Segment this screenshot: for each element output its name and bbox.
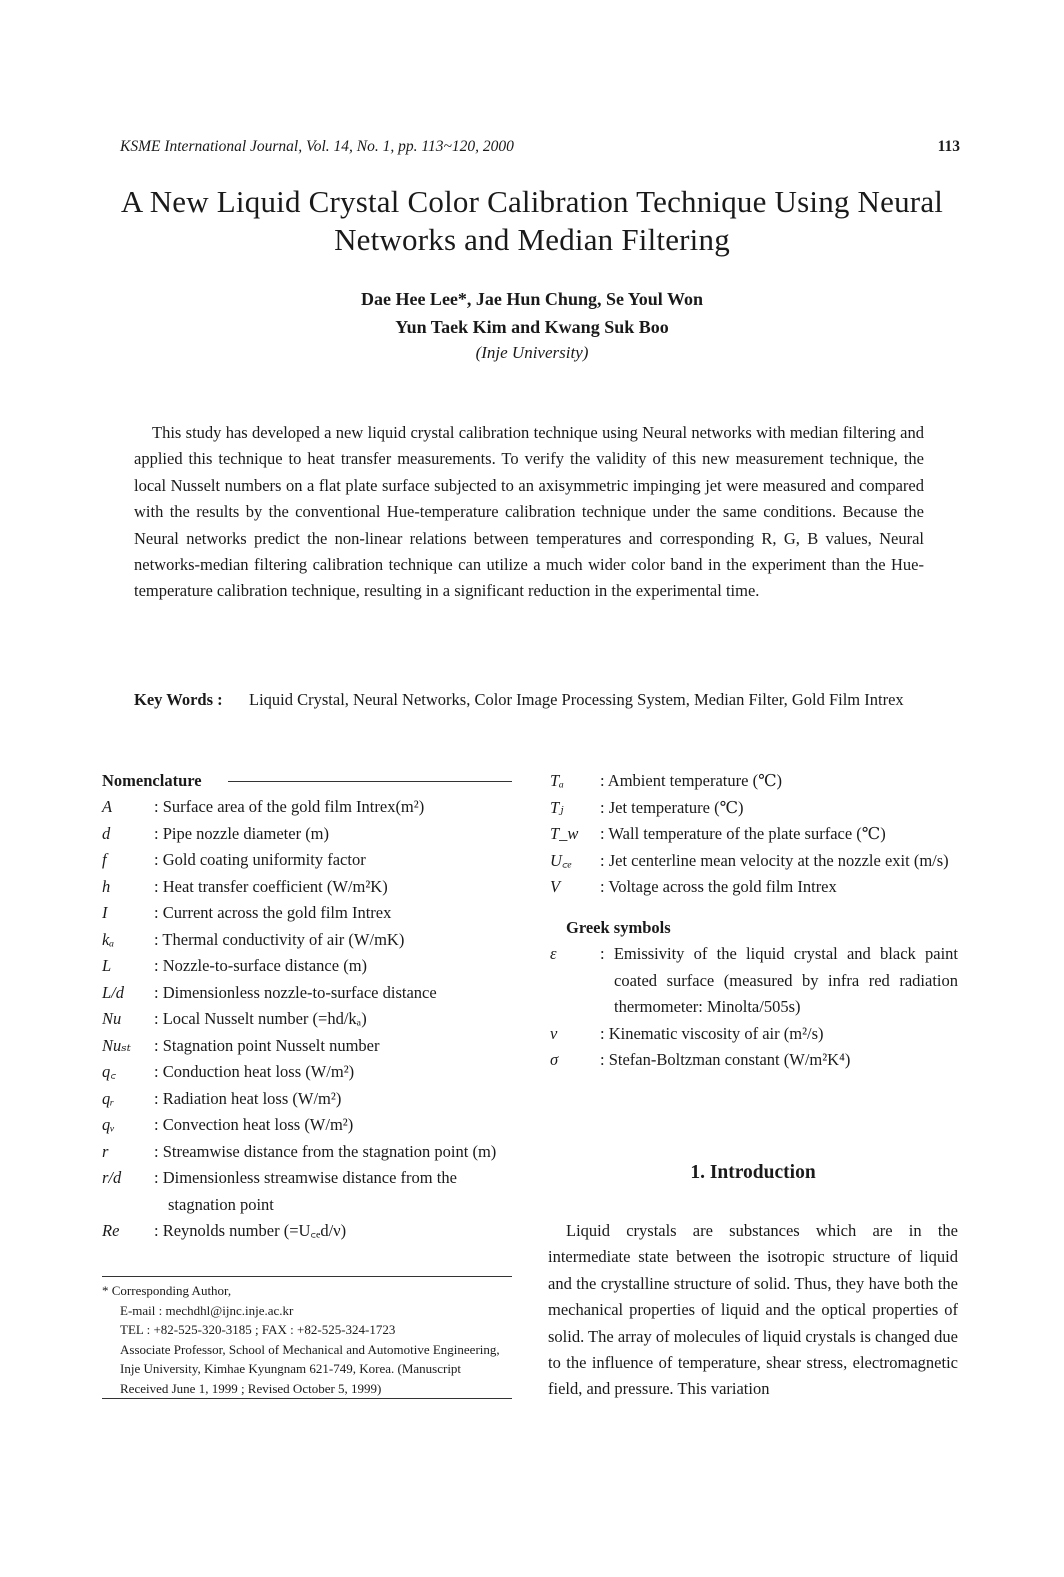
nomenclature-symbol: q꜀ xyxy=(102,1062,116,1081)
nomenclature-row xyxy=(102,1086,512,1113)
symbol-row xyxy=(548,821,958,848)
nomenclature-row xyxy=(102,900,512,927)
greek-symbol-definition: : Kinematic viscosity of air (m²/s) xyxy=(600,1023,824,1043)
heading-rule xyxy=(228,781,512,782)
nomenclature-definition: : Convection heat loss (W/m²) xyxy=(154,1115,354,1134)
nomenclature-heading: Nomenclature xyxy=(102,771,202,790)
abstract: This study has developed a new liquid crystal calibration technique using Neural networks with median filtering and applied this technique to heat transfer measurements. To verify the validity of this new measurement technique, the local Nusselt numbers on a flat plate surface subjected to an axisymmetric impinging jet were measured and compared with the results by the conventional Hue-temperature calibration technique under the same conditions. Because the Neural networks predict the non-linear relations between temperatures and corresponding R, G, B values, Neural networks-median filtering calibration technique can utilize a much wider color band in the experiment than the Hue-temperature calibration technique, resulting in a significant reduction in the experimental time. xyxy=(134,423,924,601)
nomenclature-symbol: I xyxy=(102,903,108,922)
greek-symbol-row xyxy=(548,1047,958,1074)
introduction-text: Liquid crystals are substances which are in the intermediate state between the isotropic structure of liquid and the crystalline structure of solid. Thus, they have both the mechanical properties of liquid and the optical properties of solid. The array of molecules of liquid crystals is changed due to the influence of temperature, shear stress, electromagnetic field, and pressure. This variation xyxy=(548,1221,958,1399)
symbol-definition: : Wall temperature of the plate surface (℃) xyxy=(600,824,886,843)
nomenclature-symbol: Nu xyxy=(102,1009,122,1028)
symbol-symbol: U꜀ₑ xyxy=(550,850,572,870)
nomenclature-row xyxy=(102,980,512,1007)
keywords-text: Liquid Crystal, Neural Networks, Color Image Processing System, Median Filter, Gold Film Intrex xyxy=(249,690,904,709)
greek-symbol-symbol: ε xyxy=(550,944,557,963)
nomenclature-row xyxy=(102,821,512,848)
nomenclature-row xyxy=(102,1218,512,1245)
paper-title: A New Liquid Crystal Color Calibration Technique Using Neural Networks and Median Filtering xyxy=(120,184,944,257)
author-list xyxy=(200,285,864,341)
nomenclature-symbol: Re xyxy=(102,1221,120,1240)
symbol-row xyxy=(548,874,958,901)
greek-symbol-row xyxy=(548,1021,958,1048)
nomenclature-definition: : Dimensionless nozzle-to-surface distance xyxy=(154,982,437,1002)
symbol-symbol: Tₐ xyxy=(550,771,565,790)
symbol-definition: : Jet centerline mean velocity at the nozzle exit (m/s) xyxy=(600,850,949,870)
nomenclature-row xyxy=(102,794,512,821)
nomenclature-row xyxy=(102,927,512,954)
symbol-definition: : Ambient temperature (℃) xyxy=(600,771,783,790)
affiliation: (Inje University) xyxy=(475,343,589,362)
nomenclature-definition: : Local Nusselt number (=hd/kₐ) xyxy=(154,1009,367,1028)
nomenclature-row xyxy=(102,1006,512,1033)
symbol-row xyxy=(548,795,958,822)
nomenclature-symbol: A xyxy=(102,797,113,816)
footnote-email: E-mail : mechdhl@ijnc.inje.ac.kr xyxy=(120,1302,294,1318)
nomenclature-definition: : Thermal conductivity of air (W/mK) xyxy=(154,929,405,949)
greek-symbol-symbol: ν xyxy=(550,1023,558,1043)
nomenclature-definition: : Nozzle-to-surface distance (m) xyxy=(154,956,368,975)
nomenclature-definition: : Reynolds number (=U꜀ₑd/ν) xyxy=(154,1221,347,1240)
greek-symbol-definition: : Emissivity of the liquid crystal and black paint coated surface (measured by infra red radiation thermometer: Minolta/505s) xyxy=(600,944,958,1016)
nomenclature-symbol: r xyxy=(102,1141,109,1161)
greek-symbol-row xyxy=(548,941,958,1021)
nomenclature-definition: : Streamwise distance from the stagnation point (m) xyxy=(154,1141,497,1161)
symbol-list-continued xyxy=(548,768,958,901)
nomenclature-symbol: qᵥ xyxy=(102,1115,115,1134)
nomenclature-definition: : Pipe nozzle diameter (m) xyxy=(154,823,330,843)
nomenclature-symbol: r/d xyxy=(102,1168,122,1187)
nomenclature-symbol: L xyxy=(102,956,112,975)
symbol-symbol: Tⱼ xyxy=(550,797,564,817)
nomenclature-heading-row xyxy=(102,768,512,794)
journal-citation: KSME International Journal, Vol. 14, No. 1, pp. 113~120, 2000 xyxy=(120,138,514,155)
nomenclature-symbol: d xyxy=(102,823,111,843)
nomenclature-definition: : Current across the gold film Intrex xyxy=(154,903,392,922)
symbol-definition: : Jet temperature (℃) xyxy=(600,797,744,817)
nomenclature-definition: : Conduction heat loss (W/m²) xyxy=(154,1062,355,1081)
nomenclature-row xyxy=(102,847,512,874)
nomenclature-list xyxy=(102,794,512,1245)
footnote-address: Associate Professor, School of Mechanical and Automotive Engineering, Inje University, Kimhae Kyungnam 621-749, Korea. (Manuscript Received June 1, 1999 ; Revised October 5, 1999) xyxy=(102,1340,512,1400)
authors-line-2: Yun Taek Kim and Kwang Suk Boo xyxy=(395,317,669,337)
introduction-heading: 1. Introduction xyxy=(690,1162,816,1183)
nomenclature-definition: : Stagnation point Nusselt number xyxy=(154,1035,380,1055)
nomenclature-definition: : Heat transfer coefficient (W/m²K) xyxy=(154,876,388,896)
nomenclature-symbol: h xyxy=(102,876,111,896)
greek-symbol-definition: : Stefan-Boltzman constant (W/m²K⁴) xyxy=(600,1050,851,1069)
symbol-row xyxy=(548,848,958,875)
authors-line-1: Dae Hee Lee*, Jae Hun Chung, Se Youl Won xyxy=(360,289,704,309)
nomenclature-definition: : Gold coating uniformity factor xyxy=(154,850,366,869)
running-header xyxy=(120,138,960,162)
right-column-symbols xyxy=(548,768,958,1074)
nomenclature-symbol: qᵣ xyxy=(102,1088,115,1108)
page-number: 113 xyxy=(937,138,960,155)
nomenclature-symbol: Nuₛₜ xyxy=(102,1035,131,1055)
nomenclature-definition: : Dimensionless streamwise distance from the stagnation point xyxy=(154,1168,457,1214)
greek-symbol-list xyxy=(548,941,958,1074)
nomenclature-row xyxy=(102,1139,512,1166)
symbol-row xyxy=(548,768,958,795)
symbol-symbol: T_w xyxy=(550,824,579,843)
nomenclature-definition: : Surface area of the gold film Intrex(m²) xyxy=(154,797,425,816)
nomenclature-row xyxy=(102,874,512,901)
nomenclature-symbol: kₐ xyxy=(102,929,115,949)
footnote-tel: TEL : +82-525-320-3185 ; FAX : +82-525-324-1723 xyxy=(120,1322,396,1337)
greek-symbol-symbol: σ xyxy=(550,1050,559,1069)
nomenclature-symbol: L/d xyxy=(102,982,125,1002)
nomenclature-row xyxy=(102,1033,512,1060)
nomenclature-row xyxy=(102,1112,512,1139)
greek-symbols-heading: Greek symbols xyxy=(566,917,671,937)
symbol-symbol: V xyxy=(550,877,561,896)
author-footnote xyxy=(102,1276,512,1399)
nomenclature-definition: : Radiation heat loss (W/m²) xyxy=(154,1088,342,1108)
keywords-label: Key Words : xyxy=(134,690,223,709)
nomenclature-row xyxy=(102,1059,512,1086)
footnote-corresponding: * Corresponding Author, xyxy=(102,1283,232,1298)
nomenclature-symbol: f xyxy=(102,850,107,869)
nomenclature-row xyxy=(102,953,512,980)
symbol-definition: : Voltage across the gold film Intrex xyxy=(600,877,837,896)
nomenclature-section xyxy=(102,768,512,1245)
nomenclature-row xyxy=(102,1165,512,1218)
